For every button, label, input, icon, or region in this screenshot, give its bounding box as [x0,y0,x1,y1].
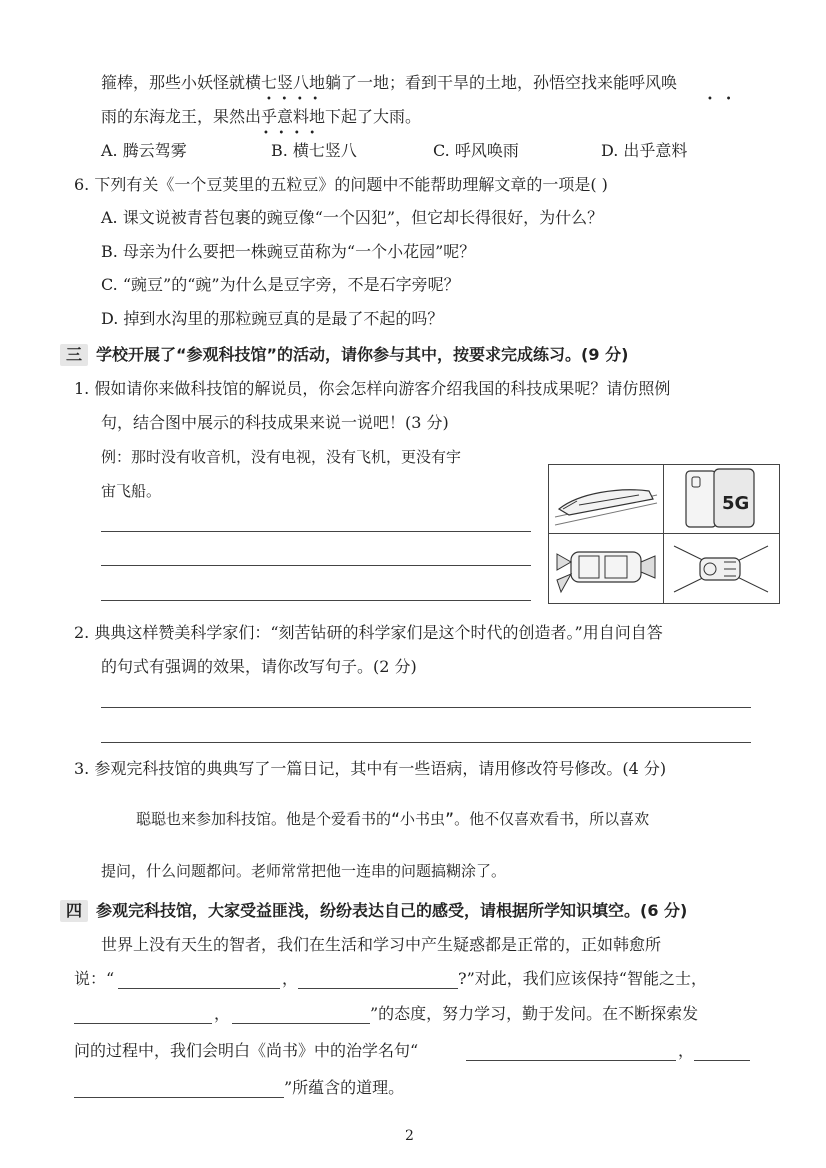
q6-option-c: C. “豌豆”的“豌”为什么是豆字旁，不是石字旁呢？ [101,275,460,294]
answer-line-3[interactable] [101,600,531,601]
example-line-2: 宙飞船。 [101,482,162,500]
s4-line-1: 世界上没有天生的智者，我们在生活和学习中产生疑惑都是正常的，正如韩愈所 [101,935,662,954]
diary-line-2: 提问，什么问题都问。老师常常把他一连串的问题搞糊涂了。 [101,862,507,880]
s3-q2-line-1: 2. 典典这样赞美科学家们：“刻苦钻研的科学家们是这个时代的创造者。”用自问自答 [74,623,663,642]
blank-3[interactable] [74,1023,212,1024]
q6-option-a: A. 课文说被青苔包裹的豌豆像“一个囚犯”，但它却长得很好，为什么？ [101,208,604,227]
s4-line-2b: ， [282,969,299,988]
page-number: 2 [405,1128,414,1144]
section-3-badge: 三 [60,344,88,366]
s4-line-4b: ， [678,1041,695,1060]
example-line-1: 例：那时没有收音机，没有电视，没有飞机，更没有宇 [101,448,462,466]
high-speed-train-icon [549,465,663,533]
s4-line-5a: ”所蕴含的道理。 [284,1078,405,1097]
section-4-title: 参观完科技馆，大家受益匪浅，纷纷表达自己的感受，请根据所学知识填空。(6 分) [96,901,688,920]
blank-6a[interactable] [694,1060,750,1061]
q5-option-a: A. 腾云驾雾 [101,141,187,160]
q5-option-d: D. 出乎意料 [601,141,688,160]
s4-line-2a: 说：“ [74,969,115,988]
blank-5[interactable] [466,1060,676,1061]
s4-line-4a: 问的过程中，我们会明白《尚书》中的治学名句“ [74,1041,419,1060]
q5-line-2: 雨的东海龙王，果然出乎意料地下起了大雨。 [101,107,422,126]
s3-q3-line-1: 3. 参观完科技馆的典典写了一篇日记，其中有一些语病，请用修改符号修改。(4 分) [74,759,667,778]
s4-line-3b: ”的态度，努力学习，勤于发问。在不断探索发 [370,1004,699,1023]
space-module-icon [549,534,663,602]
q6-stem: 6. 下列有关《一个豆荚里的五粒豆》的问题中不能帮助理解文章的一项是( ) [74,175,608,194]
s3-q1-line-2: 句，结合图中展示的科技成果来说一说吧！(3 分) [101,413,449,432]
blank-2[interactable] [298,988,458,989]
q2-answer-line-1[interactable] [101,707,751,708]
q6-option-b: B. 母亲为什么要把一株豌豆苗称为“一个小花园”呢？ [101,242,476,261]
q5-line-1: 箍棒，那些小妖怪就横七竖八地躺了一地；看到干旱的土地，孙悟空找来能呼风唤 [101,73,678,92]
section-3-heading [60,344,628,366]
blank-1[interactable] [118,988,280,989]
emphasis-dots-hufenghuanyu: • • [707,94,732,105]
emphasis-dots-chuhuyiliao: • • • • [263,128,316,139]
5g-phone-icon [664,465,778,533]
blank-6b[interactable] [74,1097,284,1098]
answer-line-2[interactable] [101,565,531,566]
blank-4[interactable] [232,1023,370,1024]
answer-line-1[interactable] [101,531,531,532]
section-3-title: 学校开展了“参观科技馆”的活动，请你参与其中，按要求完成练习。(9 分) [96,345,629,364]
satellite-icon [664,534,778,602]
5g-label: 5G [722,493,750,514]
s4-line-3a: ， [214,1004,231,1023]
s3-q2-line-2: 的句式有强调的效果，请你改写句子。(2 分) [101,657,417,676]
s4-line-2c: ?”对此，我们应该保持“智能之士， [458,969,707,988]
emphasis-dots-hengqishuba: • • • • [266,94,319,105]
q5-option-b: B. 横七竖八 [271,141,357,160]
s3-q1-line-1: 1. 假如请你来做科技馆的解说员，你会怎样向游客介绍我国的科技成果呢？请仿照例 [74,379,671,398]
q6-option-d: D. 掉到水沟里的那粒豌豆真的是最了不起的吗？ [101,309,444,328]
diary-line-1: 聪聪也来参加科技馆。他是个爱看书的“小书虫”。他不仅喜欢看书，所以喜欢 [136,810,650,828]
section-4-badge: 四 [60,900,88,922]
q2-answer-line-2[interactable] [101,742,751,743]
tech-achievements-image [548,464,780,604]
section-4-heading [60,900,687,922]
q5-option-c: C. 呼风唤雨 [433,141,519,160]
